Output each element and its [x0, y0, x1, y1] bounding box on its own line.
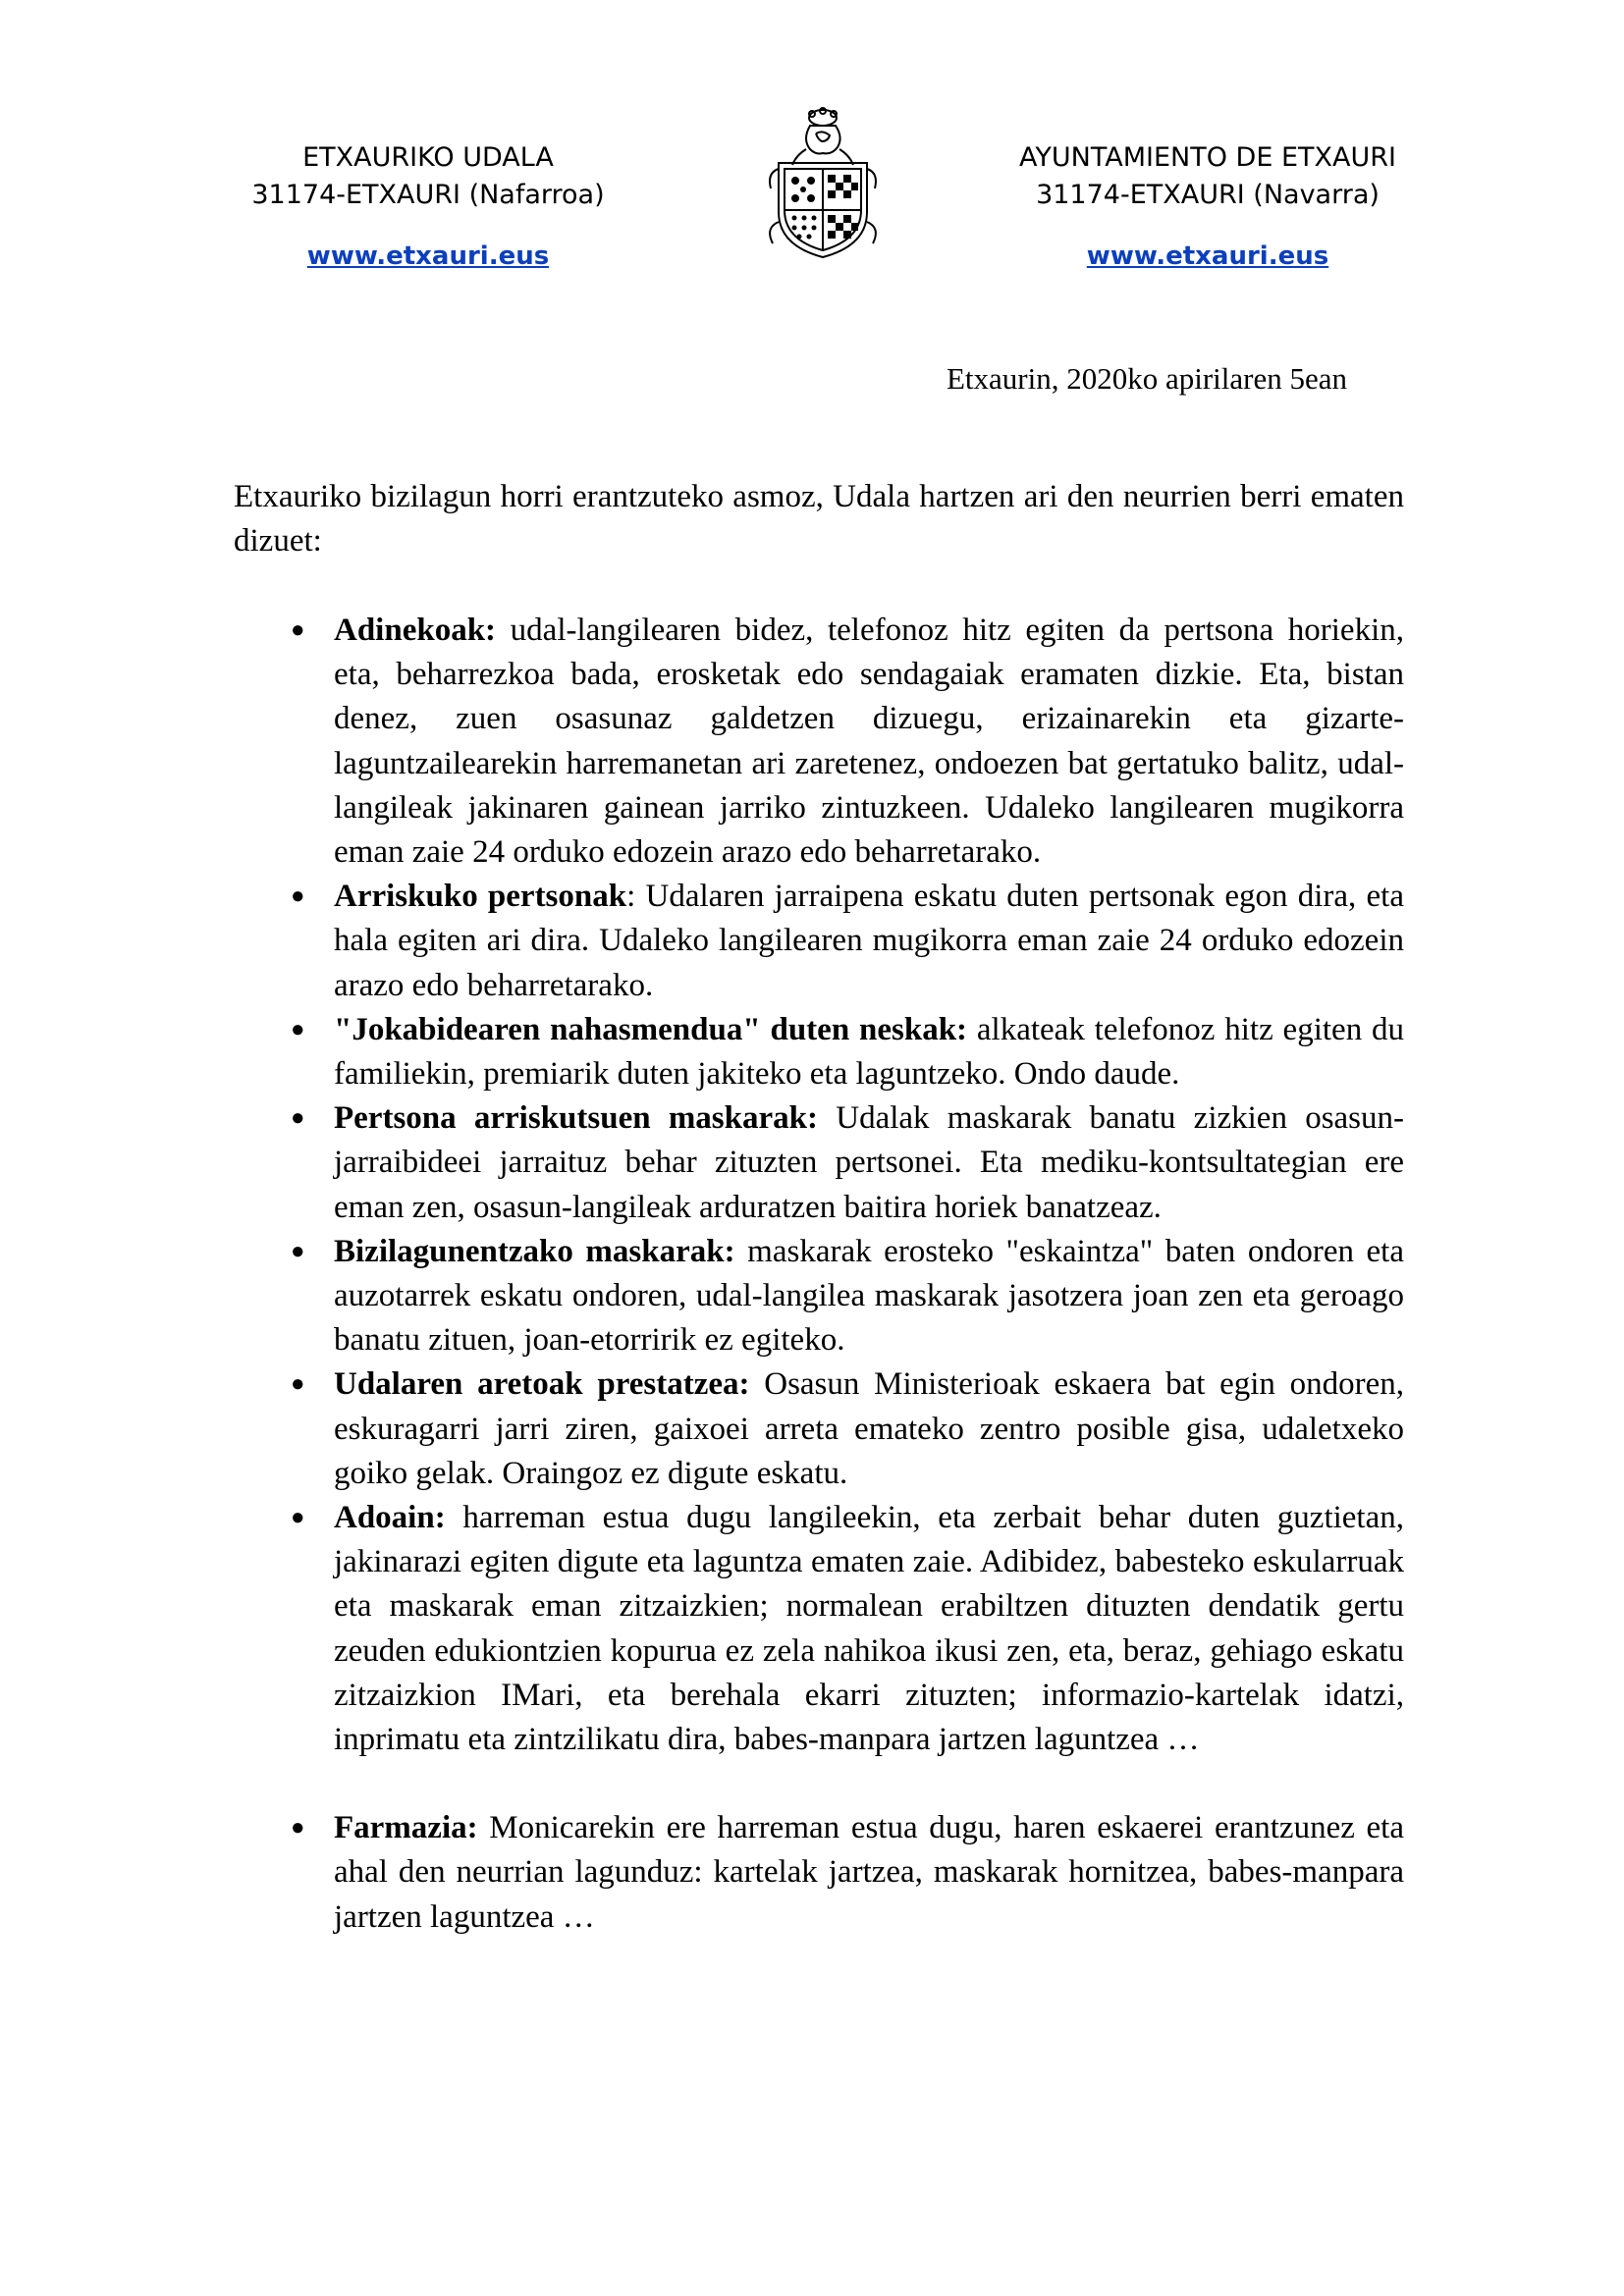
- item-title: Adoain:: [334, 1500, 446, 1536]
- header-left: [192, 139, 664, 275]
- item-title: Adinekoak:: [334, 613, 497, 648]
- list-item: [234, 1230, 1404, 1363]
- header-right: [972, 139, 1443, 275]
- municipality-name-es: AYUNTAMIENTO DE ETXAURI: [1019, 142, 1396, 173]
- item-text: udal-langilearen bidez, telefonoz hitz egiten da pertsona horiekin, eta, beharrezkoa bada, erosketak edo sendagaiak eramaten dizkie. Eta, bistan denez, zuen osasunaz galdetzen dizuegu, erizainarekin eta gizarte-laguntzailearekin harremanetan ari zaretenez, ondoezen bat gertatuko balitz, udal-langileak jakinaren gainean jarriko zintuzkeen. Udaleko langilearen mugikorra eman zaie 24 orduko edozein arazo edo beharretarako.: [334, 613, 1405, 871]
- item-title: Udalaren aretoak prestatzea:: [334, 1366, 750, 1403]
- address-es: 31174-ETXAURI (Navarra): [1036, 180, 1380, 210]
- coat-of-arms-icon: [759, 106, 887, 261]
- bullet-icon: ●: [291, 1238, 305, 1264]
- list-item: [234, 1362, 1404, 1496]
- item-text: Osasun Ministerioak eskaera bat egin ondoren, eskuragarri jarri ziren, gaixoei arreta emateko zentro posible gisa, udaletxeko goiko gelak. Oraingoz ez digute eskatu.: [334, 1366, 1405, 1491]
- item-text: : Udalaren jarraipena eskatu duten pertsonak egon dira, eta hala egiten ari dira. Udaleko langilearen mugikorra eman zaie 24 orduko edozein arazo edo beharretarako.: [334, 879, 1404, 1003]
- bullet-icon: ●: [291, 1505, 305, 1531]
- item-text: maskarak erosteko "eskaintza" baten ondoren eta auzotarrek eskatu ondoren, udal-langilea maskarak jasotzera joan zen eta geroago banatu zituen, joan-etorririk ez egiteko.: [334, 1233, 1404, 1359]
- bullet-icon: ●: [291, 617, 305, 643]
- list-item: [234, 1496, 1404, 1762]
- municipality-name-eu: ETXAURIKO UDALA: [302, 142, 554, 173]
- website-link-left[interactable]: www.etxauri.eus: [306, 241, 550, 271]
- item-title: Pertsona arriskutsuen maskarak:: [334, 1100, 818, 1137]
- item-title: Bizilagunentzako maskarak:: [334, 1233, 735, 1269]
- item-text: Monicarekin ere harreman estua dugu, haren eskaerei erantzunez eta ahal den neurrian lagunduz: kartelak jartzea, maskarak hornitzea, babes-manpara jartzen laguntzea …: [334, 1810, 1405, 1935]
- item-text: Udalak maskarak banatu zizkien osasun-jarraibideei jarraituz behar zituzten pertsonei. Eta mediku-kontsultategian ere eman zen, osasun-langileak arduratzen baitira horiek banatzeaz.: [334, 1100, 1405, 1225]
- list-item: [234, 1008, 1404, 1096]
- item-text: harreman estua dugu langileekin, eta zerbait behar duten guztietan, jakinarazi egiten digute eta laguntza ematen zaie. Adibidez, babesteko eskularruak eta maskarak eman zitzaizkien; normalean erabiltzen dituzten dendatik gertu zeuden edukiontzien kopurua ez zela nahikoa ikusi zen, eta, beraz, gehiago eskatu zitzaizkion IMari, eta berehala ekarri zituzten; informazio-kartelak idatzi, inprimatu eta zintzilikatu dira, babes-manpara jartzen laguntzea …: [334, 1500, 1404, 1758]
- list-item: [234, 1096, 1404, 1230]
- item-text: alkateak telefonoz hitz egiten du familiekin, premiarik duten jakiteko eta laguntzeko. Ondo daude.: [334, 1011, 1405, 1093]
- bullet-icon: ●: [291, 883, 305, 910]
- bullet-icon: ●: [291, 1105, 305, 1132]
- address-eu: 31174-ETXAURI (Nafarroa): [251, 180, 605, 210]
- bullet-icon: ●: [291, 1371, 305, 1398]
- bullet-icon: ●: [291, 1016, 305, 1042]
- website-link-right[interactable]: www.etxauri.eus: [1086, 241, 1329, 271]
- list-item: [234, 609, 1404, 875]
- item-title: Farmazia:: [334, 1810, 478, 1846]
- measures-list: [234, 609, 1404, 1940]
- letter-date: Etxaurin, 2020ko apirilaren 5ean: [946, 361, 1347, 396]
- list-item: [234, 875, 1404, 1008]
- item-title: Arriskuko pertsonak: [334, 879, 627, 915]
- intro-paragraph: Etxauriko bizilagun horri erantzuteko asmoz, Udala hartzen ari den neurrien berri ematen dizuet:: [234, 479, 1404, 559]
- item-title: "Jokabidearen nahasmendua" duten neskak:: [334, 1011, 968, 1047]
- list-item: [234, 1806, 1404, 1940]
- bullet-icon: ●: [291, 1815, 305, 1842]
